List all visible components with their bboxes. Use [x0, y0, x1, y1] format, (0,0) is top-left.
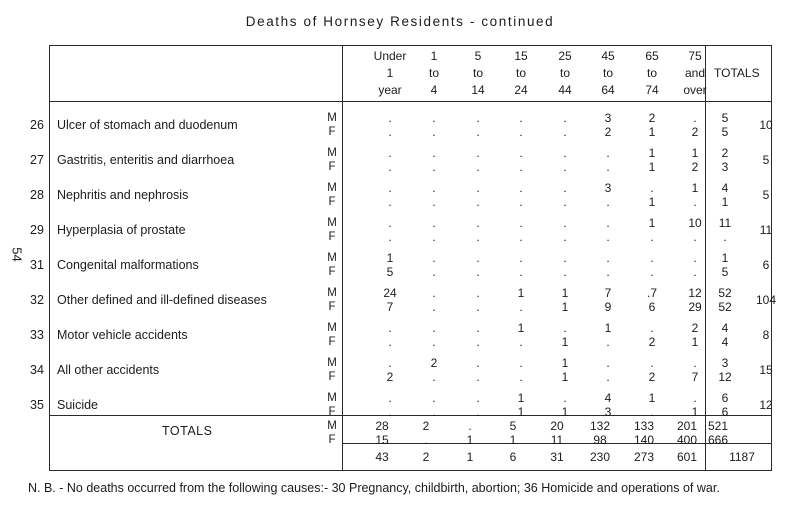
cell-f: . [388, 405, 392, 419]
cell-f: 6 [648, 300, 656, 314]
cell-f: 1 [691, 405, 699, 419]
total-cell-m: 28 [375, 419, 389, 433]
cell-m: 7 [604, 286, 612, 300]
age-header-line: 74 [645, 83, 659, 97]
cell-f: . [650, 230, 654, 244]
row-total-f: 5 [721, 265, 729, 279]
cell-m: 1 [648, 216, 656, 230]
cell-m: . [432, 321, 436, 335]
cell-m: 1 [561, 286, 569, 300]
total-cell-m: 20 [550, 419, 564, 433]
cell-m: 4 [604, 391, 612, 405]
age-header-line: to [559, 66, 570, 80]
table-border-bottom [49, 470, 772, 471]
cell-m: . [563, 111, 567, 125]
grand-total: 1187 [729, 450, 755, 464]
cell-f: . [432, 195, 436, 209]
cell-f: . [476, 335, 480, 349]
cell-m: . [432, 146, 436, 160]
row-total-f: 5 [721, 125, 729, 139]
cell-f: . [693, 265, 697, 279]
sex-label-f: F [328, 196, 336, 208]
cell-f: . [432, 370, 436, 384]
cause-number: 35 [30, 398, 44, 412]
cell-f: . [606, 160, 610, 174]
totals-m: 521 [708, 419, 729, 433]
table-title: Deaths of Hornsey Residents - continued [245, 14, 555, 29]
row-total-m: 52 [718, 286, 732, 300]
age-header-line: 4 [430, 83, 438, 97]
cell-f: 2 [386, 370, 394, 384]
sex-label-f: F [328, 406, 336, 418]
sex-label-m: M [327, 287, 337, 299]
total-all-cell: 1 [466, 450, 474, 464]
sex-label-m: M [327, 392, 337, 404]
cell-m: 2 [691, 321, 699, 335]
cell-f: 2 [691, 125, 699, 139]
cell-m: . [476, 321, 480, 335]
age-header-6 [628, 48, 676, 99]
cell-m: . [519, 356, 523, 370]
table-border-top [49, 45, 772, 46]
cell-f: . [476, 370, 480, 384]
age-header-line: 65 [645, 49, 659, 63]
age-header-line: 25 [558, 49, 572, 63]
cell-m: . [563, 391, 567, 405]
cell-m: . [693, 111, 697, 125]
cell-m: . [606, 356, 610, 370]
cell-f: . [432, 335, 436, 349]
row-total-m: 4 [721, 321, 729, 335]
sex-label-f: F [328, 231, 336, 243]
row-total-m: 5 [721, 111, 729, 125]
sex-label-f: F [328, 126, 336, 138]
cell-f: 3 [604, 405, 612, 419]
cause-label: Ulcer of stomach and duodenum [57, 118, 238, 132]
row-total: 104 [755, 293, 777, 307]
cause-label: All other accidents [57, 363, 160, 377]
cell-m: . [476, 286, 480, 300]
cause-number: 34 [30, 363, 44, 377]
cell-f: . [606, 195, 610, 209]
cell-m: 3 [604, 111, 612, 125]
total-all-cell: 230 [589, 450, 611, 464]
cell-f: . [519, 125, 523, 139]
cell-m: . [432, 251, 436, 265]
total-all-cell: 601 [676, 450, 698, 464]
total-all-cell: 2 [422, 450, 430, 464]
age-header-line: 5 [474, 49, 482, 63]
age-header-line: Under [373, 49, 407, 63]
total-all-cell: 31 [550, 450, 564, 464]
cell-m: . [476, 146, 480, 160]
age-header-1 [410, 48, 458, 99]
cell-f: 1 [561, 335, 569, 349]
cause-label: Nephritis and nephrosis [57, 188, 189, 202]
sex-label-m: M [327, 322, 337, 334]
cell-f: 2 [648, 335, 656, 349]
cell-m: . [432, 391, 436, 405]
cell-f: . [519, 300, 523, 314]
cell-f: 9 [604, 300, 612, 314]
cell-m: .7 [646, 286, 657, 300]
cell-f: . [476, 405, 480, 419]
cause-label: Suicide [57, 398, 98, 412]
age-header-7 [671, 48, 719, 99]
sex-label-m: M [327, 217, 337, 229]
cell-m: . [432, 216, 436, 230]
row-total-f: . [723, 230, 727, 244]
row-total-m: 1 [721, 251, 729, 265]
age-header-2 [454, 48, 502, 99]
cell-m: . [693, 391, 697, 405]
totals-label: TOTALS [162, 424, 213, 438]
total-cell-m: 2 [422, 419, 430, 433]
cell-m: 2 [430, 356, 438, 370]
age-header-line: 14 [471, 83, 485, 97]
cause-label: Motor vehicle accidents [57, 328, 188, 342]
cell-f: . [563, 195, 567, 209]
age-header-3 [497, 48, 545, 99]
total-all-cell: 43 [375, 450, 389, 464]
total-cell-f: . [424, 433, 428, 447]
cell-f: . [519, 195, 523, 209]
cell-m: . [563, 321, 567, 335]
cell-f: . [563, 230, 567, 244]
cause-label: Congenital malformations [57, 258, 199, 272]
cell-f: . [606, 265, 610, 279]
age-header-line: year [378, 83, 402, 97]
cell-f: . [388, 125, 392, 139]
cell-m: . [606, 251, 610, 265]
row-total-m: 2 [721, 146, 729, 160]
cell-f: . [563, 125, 567, 139]
cell-m: . [388, 146, 392, 160]
sex-label-m: M [327, 112, 337, 124]
cell-m: . [432, 181, 436, 195]
sex-label-f: F [328, 434, 336, 446]
cell-m: . [388, 321, 392, 335]
cell-m: 1 [517, 321, 525, 335]
row-total: 6 [762, 258, 770, 272]
cell-f: . [476, 300, 480, 314]
cell-m: 24 [383, 286, 397, 300]
row-total-f: 3 [721, 160, 729, 174]
cell-m: . [388, 181, 392, 195]
cause-label: Gastritis, enteritis and diarrhoea [57, 153, 235, 167]
cell-f: 1 [561, 370, 569, 384]
sex-label-f: F [328, 371, 336, 383]
row-total: 5 [762, 153, 770, 167]
total-cell-f: 15 [375, 433, 389, 447]
cell-f: 2 [648, 370, 656, 384]
cell-m: . [476, 181, 480, 195]
cell-m: 10 [688, 216, 702, 230]
cell-f: . [519, 160, 523, 174]
cell-m: . [563, 181, 567, 195]
total-cell-f: 140 [633, 433, 655, 447]
row-total: 8 [762, 328, 770, 342]
sex-label-m: M [327, 357, 337, 369]
row-total-f: 12 [718, 370, 732, 384]
cell-m: . [476, 251, 480, 265]
cell-m: . [650, 356, 654, 370]
label-column-rule [342, 45, 343, 471]
total-cell-f: 1 [466, 433, 474, 447]
cell-f: 1 [648, 125, 656, 139]
total-cell-m: 201 [676, 419, 698, 433]
cell-f: . [476, 230, 480, 244]
cell-f: . [388, 160, 392, 174]
cause-label: Other defined and ill-defined diseases [57, 293, 267, 307]
cell-m: 1 [691, 146, 699, 160]
cell-m: . [650, 181, 654, 195]
total-cell-f: 400 [676, 433, 698, 447]
row-total: 10 [759, 118, 773, 132]
cell-m: . [606, 146, 610, 160]
cell-m: . [650, 251, 654, 265]
cell-m: . [693, 251, 697, 265]
footnote: N. B. - No deaths occurred from the following causes:- 30 Pregnancy, childbirth, abortion; 36 Homicide and operations of war. [28, 481, 720, 495]
row-total-f: 6 [721, 405, 729, 419]
cause-number: 31 [30, 258, 44, 272]
cell-m: . [519, 181, 523, 195]
total-cell-f: 11 [550, 433, 564, 447]
cell-f: . [650, 265, 654, 279]
total-cell-m: 132 [589, 419, 611, 433]
cell-f: 5 [386, 265, 394, 279]
age-header-line: to [602, 66, 613, 80]
cell-m: . [519, 251, 523, 265]
cell-m: 1 [386, 251, 394, 265]
cell-f: . [519, 265, 523, 279]
cell-f: . [476, 195, 480, 209]
cell-m: . [693, 356, 697, 370]
row-total-f: 4 [721, 335, 729, 349]
cell-m: . [388, 356, 392, 370]
cell-m: . [476, 216, 480, 230]
cell-f: 1 [561, 300, 569, 314]
cell-f: 7 [691, 370, 699, 384]
cell-f: . [432, 265, 436, 279]
age-header-5 [584, 48, 632, 99]
cell-f: 1 [648, 160, 656, 174]
age-header-line: 75 [688, 49, 702, 63]
cell-m: . [519, 216, 523, 230]
cell-m: . [388, 111, 392, 125]
row-total: 15 [759, 363, 773, 377]
cell-f: . [519, 335, 523, 349]
cell-f: . [476, 125, 480, 139]
cell-f: . [432, 125, 436, 139]
cell-f: . [606, 230, 610, 244]
cell-m: . [563, 251, 567, 265]
sex-label-m: M [327, 420, 337, 432]
cell-f: 1 [517, 405, 525, 419]
age-header-line: and [684, 66, 706, 80]
cell-m: . [432, 286, 436, 300]
cell-f: . [693, 195, 697, 209]
sex-label-m: M [327, 252, 337, 264]
totals-header: TOTALS [714, 66, 760, 80]
row-total-f: 1 [721, 195, 729, 209]
total-cell-m: . [468, 419, 472, 433]
row-total-m: 11 [718, 216, 732, 230]
cell-m: 1 [691, 181, 699, 195]
sex-label-m: M [327, 147, 337, 159]
cell-m: 12 [688, 286, 702, 300]
cell-m: . [650, 321, 654, 335]
cell-m: . [476, 111, 480, 125]
age-header-line: 64 [601, 83, 615, 97]
cell-f: 1 [648, 195, 656, 209]
sex-label-m: M [327, 182, 337, 194]
cell-m: 1 [604, 321, 612, 335]
cell-f: . [563, 160, 567, 174]
cell-m: . [563, 146, 567, 160]
cell-f: . [693, 230, 697, 244]
cell-m: 1 [517, 391, 525, 405]
cell-m: 1 [648, 391, 656, 405]
age-header-4 [541, 48, 589, 99]
row-total-m: 3 [721, 356, 729, 370]
cell-f: . [606, 370, 610, 384]
total-cell-f: 1 [509, 433, 517, 447]
cause-label: Hyperplasia of prostate [57, 223, 186, 237]
age-header-line: 1 [430, 49, 438, 63]
total-cell-f: 98 [593, 433, 607, 447]
sex-label-f: F [328, 301, 336, 313]
cell-f: . [432, 230, 436, 244]
age-header-line: to [646, 66, 657, 80]
cell-f: . [563, 265, 567, 279]
age-header-line: to [428, 66, 439, 80]
total-all-cell: 6 [509, 450, 517, 464]
cell-m: 1 [517, 286, 525, 300]
row-total-f: 52 [718, 300, 732, 314]
cell-f: 2 [604, 125, 612, 139]
totals-f: 666 [708, 433, 729, 447]
cell-f: . [650, 405, 654, 419]
cause-number: 32 [30, 293, 44, 307]
cell-m: 3 [604, 181, 612, 195]
cell-f: . [388, 195, 392, 209]
page-number: 54 [9, 247, 25, 262]
total-cell-m: 133 [633, 419, 655, 433]
cell-m: . [476, 391, 480, 405]
cell-m: 1 [648, 146, 656, 160]
cell-m: . [388, 216, 392, 230]
cell-m: . [519, 111, 523, 125]
cause-number: 33 [30, 328, 44, 342]
age-header-line: 44 [558, 83, 572, 97]
cause-number: 26 [30, 118, 44, 132]
age-header-line: 24 [514, 83, 528, 97]
cause-number: 29 [30, 223, 44, 237]
table-border-left [49, 45, 50, 471]
row-total: 11 [759, 223, 773, 237]
cell-f: . [476, 265, 480, 279]
cell-m: . [388, 391, 392, 405]
cause-number: 28 [30, 188, 44, 202]
cell-f: 1 [561, 405, 569, 419]
row-total: 5 [762, 188, 770, 202]
cell-f: . [388, 230, 392, 244]
cell-f: 29 [688, 300, 702, 314]
cell-f: . [432, 405, 436, 419]
cell-m: . [563, 216, 567, 230]
cell-f: . [519, 230, 523, 244]
total-cell-m: 5 [509, 419, 517, 433]
row-total-m: 6 [721, 391, 729, 405]
cell-m: . [606, 216, 610, 230]
age-header-line: 45 [601, 49, 615, 63]
age-header-line: over [683, 83, 707, 97]
cell-f: . [432, 300, 436, 314]
age-header-line: 15 [514, 49, 528, 63]
sex-label-f: F [328, 336, 336, 348]
cell-f: . [476, 160, 480, 174]
header-rule [49, 101, 772, 102]
cell-f: 1 [691, 335, 699, 349]
cell-f: 2 [691, 160, 699, 174]
cell-m: . [432, 111, 436, 125]
cause-number: 27 [30, 153, 44, 167]
age-header-line: 1 [386, 66, 394, 80]
age-header-line: to [472, 66, 483, 80]
cell-f: 7 [386, 300, 394, 314]
cell-f: . [432, 160, 436, 174]
age-header-0 [366, 48, 414, 99]
cell-m: . [519, 146, 523, 160]
cell-m: 2 [648, 111, 656, 125]
total-all-cell: 273 [633, 450, 655, 464]
cell-f: . [519, 370, 523, 384]
sex-label-f: F [328, 161, 336, 173]
row-total-m: 4 [721, 181, 729, 195]
cell-f: . [606, 335, 610, 349]
sex-label-f: F [328, 266, 336, 278]
row-total: 12 [759, 398, 773, 412]
cell-m: . [476, 356, 480, 370]
cell-m: 1 [561, 356, 569, 370]
age-header-line: to [515, 66, 526, 80]
cell-f: . [388, 335, 392, 349]
